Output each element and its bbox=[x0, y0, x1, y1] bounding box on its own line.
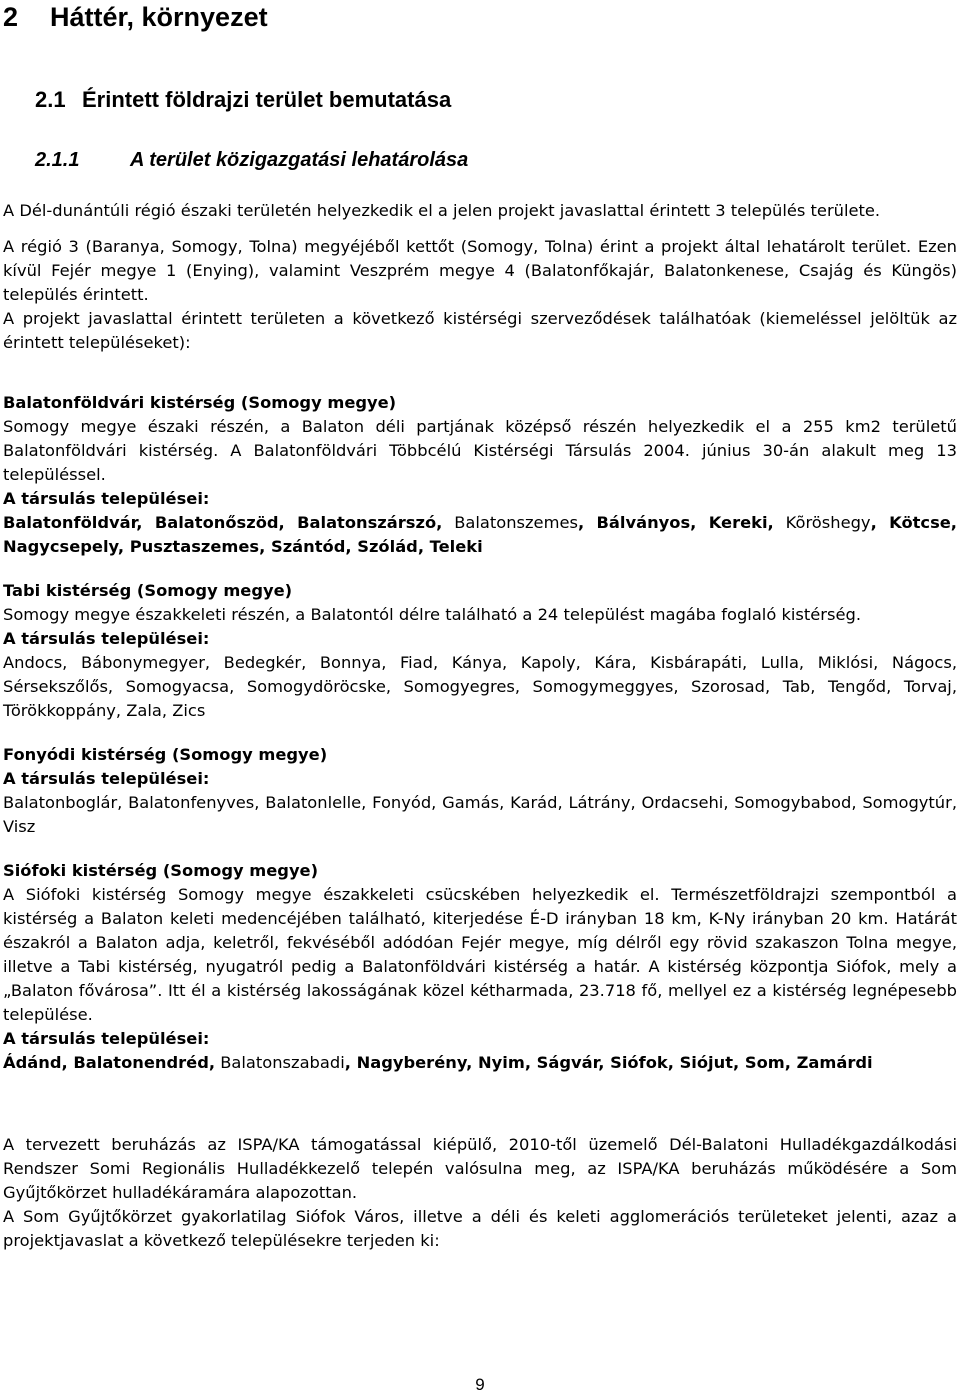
heading-1-title: Háttér, környezet bbox=[50, 2, 268, 32]
tab-title: Tabi kistérség (Somogy megye) bbox=[3, 581, 293, 600]
settlements-highlighted: Ádánd, Balatonendréd, bbox=[3, 1053, 216, 1072]
tab-description: Somogy megye északkeleti részén, a Balatontól délre található a 24 települést magába foglaló kistérség. bbox=[3, 605, 862, 624]
fonyod-members-label: A társulás települései: bbox=[3, 769, 210, 788]
intro-paragraph-1: A Dél-dunántúli régió északi területén helyezkedik el a jelen projekt javaslattal érintett 3 település területe. bbox=[3, 201, 881, 220]
closing-paragraph-1: A tervezett beruházás az ISPA/KA támogatással kiépülő, 2010-től üzemelő Dél-Balatoni Hulladékgazdálkodási Rendszer Somi Regionális Hulladékkezelő telepén valósulna meg, az ISPA/KA beruházás működésére a Som Gyűjtőkörzet hulladékáramára alapozottan. bbox=[3, 1135, 957, 1202]
balatonfoldvar-members-label: A társulás települései: bbox=[3, 489, 210, 508]
heading-2 bbox=[35, 86, 451, 114]
settlements-highlighted: , Nagyberény, Nyim, Ságvár, Siófok, Siójut, Som, Zamárdi bbox=[344, 1053, 873, 1072]
balatonfoldvar-settlements bbox=[3, 511, 957, 559]
settlements-plain: Balatonszabadi bbox=[215, 1053, 345, 1072]
intro-paragraph-3: A projekt javaslattal érintett területen a következő kistérségi szerveződések találhatóak (kiemeléssel jelöltük az érintett településeket): bbox=[3, 309, 957, 352]
siofok-settlements bbox=[3, 1051, 957, 1075]
heading-1-number: 2 bbox=[3, 2, 19, 32]
balatonfoldvar-description: Somogy megye északi részén, a Balaton déli partjának középső részén helyezkedik el a 255 km2 területű Balatonföldvári kistérség. A Balatonföldvári Többcélú Kistérségi Társulás 2004. június 30-án alakult meg 13 településsel. bbox=[3, 417, 957, 484]
heading-2-number: 2.1 bbox=[35, 87, 66, 112]
settlements-plain: Kõröshegy bbox=[785, 513, 871, 532]
heading-2-title: Érintett földrajzi terület bemutatása bbox=[82, 87, 452, 112]
body-text bbox=[3, 199, 957, 1253]
heading-3-number: 2.1.1 bbox=[35, 149, 80, 171]
heading-3-title: A terület közigazgatási lehatárolása bbox=[130, 149, 469, 171]
heading-1 bbox=[3, 0, 268, 34]
tab-settlements: Andocs, Bábonymegyer, Bedegkér, Bonnya, Fiad, Kánya, Kapoly, Kára, Kisbárapáti, Lulla, Miklósi, Nágocs, Sérsekszőlős, Somogyacsa, Somogydöröcske, Somogyegres, Somogymeggyes, Szorosad, Tab, Tengőd, Torvaj, Törökkoppány, Zala, Zics bbox=[3, 653, 957, 720]
settlements-plain: Balatonszemes bbox=[442, 513, 578, 532]
settlements-highlighted: , Kötcse, Nagycsepely, Pusztaszemes, Szántód, Szólád, Teleki bbox=[3, 513, 957, 556]
tab-members-label: A társulás települései: bbox=[3, 629, 210, 648]
fonyod-settlements: Balatonboglár, Balatonfenyves, Balatonlelle, Fonyód, Gamás, Karád, Látrány, Ordacsehi, Somogybabod, Somogytúr, Visz bbox=[3, 793, 957, 836]
siofok-title: Siófoki kistérség (Somogy megye) bbox=[3, 861, 319, 880]
intro-paragraph-2: A régió 3 (Baranya, Somogy, Tolna) megyéjéből kettőt (Somogy, Tolna) érint a projekt által lehatárolt terület. Ezen kívül Fejér megye 1 (Enying), valamint Veszprém megye 4 (Balatonfőkajár, Balatonkenese, Csajág és Küngös) település érintett. bbox=[3, 237, 957, 304]
heading-3 bbox=[35, 147, 468, 173]
balatonfoldvar-title: Balatonföldvári kistérség (Somogy megye) bbox=[3, 393, 397, 412]
fonyod-title: Fonyódi kistérség (Somogy megye) bbox=[3, 745, 328, 764]
siofok-members-label: A társulás települései: bbox=[3, 1029, 210, 1048]
settlements-highlighted: Balatonföldvár, Balatonőszöd, Balatonszárszó, bbox=[3, 513, 443, 532]
siofok-description: A Siófoki kistérség Somogy megye északkeleti csücskében helyezkedik el. Természetföldrajzi szempontból a kistérség a Balaton keleti medencéjében található, kiterjedése É-D irányban 18 km, K-Ny irányban 20 km. Határát északról a Balaton adja, keletről, fekvéséből adódóan Fejér megye, míg délről egy rövid szakaszon Tolna megye, illetve a Tabi kistérség, nyugatról pedig a Balatonföldvári kistérség a határ. A kistérség központja Siófok, mely a „Balaton fővárosa”. Itt él a kistérség lakosságának közel kétharmada, 23.718 fő, mellyel ez a kistérség legnépesebb települése. bbox=[3, 885, 957, 1024]
settlements-highlighted: , Bálványos, Kereki, bbox=[577, 513, 774, 532]
page-number: 9 bbox=[475, 1375, 485, 1394]
closing-paragraph-2: A Som Gyűjtőkörzet gyakorlatilag Siófok Város, illetve a déli és keleti agglomerációs területeket jelenti, azaz a projektjavaslat a következő településekre terjeden ki: bbox=[3, 1207, 957, 1250]
